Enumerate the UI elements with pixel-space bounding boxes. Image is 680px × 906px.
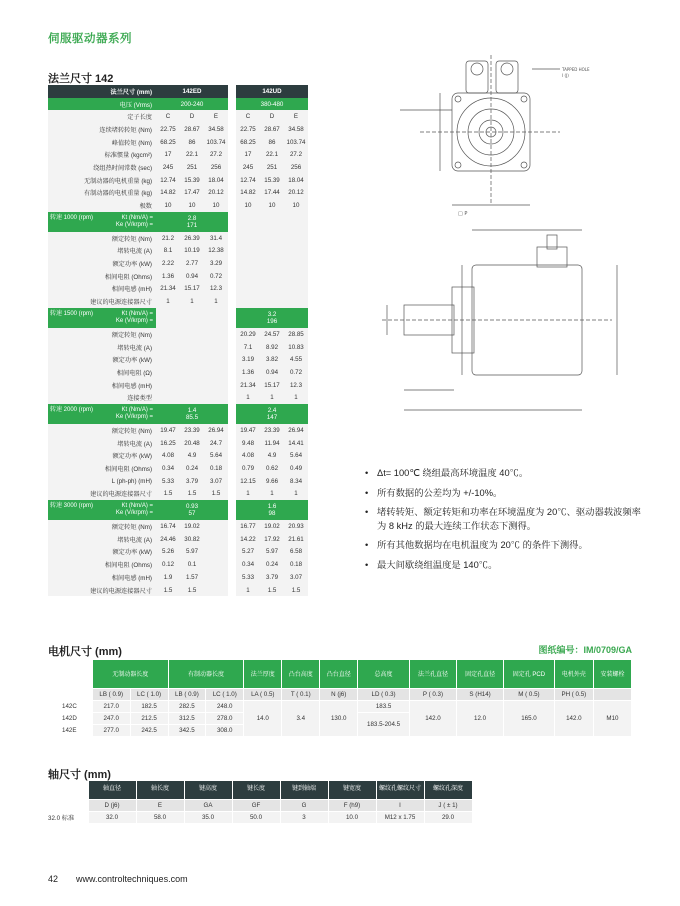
tapped-hole-label: TAPPED HOLE xyxy=(562,67,590,72)
motor-dimension-table: 无制动器长度 有制动器长度 法兰厚度 凸台高度 凸台直径 总高度 法兰孔直径 固定孔直径 固定孔 PCD 电机外壳 安装螺栓 LB ( 0.9) LC ( 1.0) LB ( 0.9) LC ( 1.0) LA ( 0.5) T ( 0.1) N (j6) LD ( 0.3) P ( 0.3) S (H14) M ( 0.5) PH ( 0.5) 142C 217.0 182.5 282.5 248.0 14.0 3.4 130.0 183.5 142.0 12.0 165.0 142.0 M10 142D 247.0 212.5 312.5 278.0 183.5-204.5 142E 277.0 242.5 342.5 308.0 xyxy=(48,660,632,737)
speed-label: 转速 2000 (rpm) Kt (Nm/A) = Ke (V/krpm) = xyxy=(48,404,156,424)
speed-label: 转速 1000 (rpm) Kt (Nm/A) = Ke (V/krpm) = xyxy=(48,212,156,232)
spec-row: 极数 10 10 10 10 10 10 xyxy=(48,199,308,212)
spec-row: 额定功率 (kW) 4.08 4.9 5.64 4.08 4.9 5.64 xyxy=(48,450,308,463)
speed-label: 转速 3000 (rpm) Kt (Nm/A) = Ke (V/krpm) = xyxy=(48,500,156,520)
footer xyxy=(48,874,206,884)
tapped-hole-label-2: I (J) xyxy=(562,73,569,78)
spec-row: 无制动器的电机重量 (kg) 12.74 15.39 18.04 12.74 15.39 18.04 xyxy=(48,174,308,187)
spec-row: 相间电阻 (Ω) 1.36 0.94 0.72 xyxy=(48,366,308,379)
spec-row: 额定转矩 (Nm) 16.74 19.02 16.77 19.02 20.93 xyxy=(48,520,308,533)
note-item: • 堵转转矩、额定转矩和功率在环境温度为 20℃、驱动器载波频率为 8 kHz 的最大连续工作状态下测得。 xyxy=(365,506,645,533)
shaft-dim-title: 轴尺寸 (mm) xyxy=(48,769,111,781)
spec-row: 转速 3000 (rpm) Kt (Nm/A) = Ke (V/krpm) = 0.93 57 1.6 98 xyxy=(48,500,308,520)
spec-row: 堵转电流 (A) 7.1 8.92 10.83 xyxy=(48,341,308,354)
spec-row: 绕组热时间常数 (sec) 245 251 256 245 251 256 xyxy=(48,161,308,174)
table-row: 142C 217.0 182.5 282.5 248.0 14.0 3.4 130.0 183.5 142.0 12.0 165.0 142.0 M10 xyxy=(48,700,632,712)
spec-row: 堵转电流 (A) 16.25 20.48 24.7 9.48 11.94 14.41 xyxy=(48,437,308,450)
motor-dim-title: 电机尺寸 (mm) xyxy=(48,646,122,658)
table-row: 142E 277.0 242.5 342.5 308.0 xyxy=(48,724,632,736)
spec-row: 建议的电源连接器尺寸 1.5 1.5 1.5 1 1 1 xyxy=(48,488,308,501)
spec-row: 标准惯量 (kgcm²) 17 22.1 27.2 17 22.1 27.2 xyxy=(48,148,308,161)
notes-list xyxy=(365,467,645,578)
flange-title: 法兰尺寸 142 xyxy=(48,73,114,85)
spec-row: 额定转矩 (Nm) 20.29 24.57 28.85 xyxy=(48,328,308,341)
spec-row: 相间电感 (mH) 21.34 15.17 12.3 xyxy=(48,379,308,392)
spec-row: 有制动器的电机重量 (kg) 14.82 17.47 20.12 14.82 17.44 20.12 xyxy=(48,187,308,200)
spec-row: 相间电感 (mH) 1.9 1.57 5.33 3.79 3.07 xyxy=(48,571,308,584)
spec-row: 建议的电源连接器尺寸 1.5 1.5 1 1.5 1.5 xyxy=(48,584,308,597)
drawing-number: 图纸编号：IM/0709/GA xyxy=(538,645,632,655)
table-row: 142D 247.0 212.5 312.5 278.0 183.5-204.5 xyxy=(48,712,632,724)
spec-row: 转速 2000 (rpm) Kt (Nm/A) = Ke (V/krpm) = 1.4 85.5 2.4 147 xyxy=(48,404,308,424)
spec-row: 额定功率 (kW) 5.26 5.97 5.27 5.97 6.58 xyxy=(48,546,308,559)
shaft-dimension-table: 轴直径 轴长度 键高度 键长度 键到轴端 键宽度 螺纹孔螺纹尺寸 螺纹孔深度 D (j6) E GA GF G F (h9) I J ( ± 1) 32.0 标准 32.0 58.0 35.0 50.0 3 10.0 M12 x 1.75 29.0 xyxy=(48,781,473,824)
spec-row: 相间电阻 (Ohms) 1.36 0.94 0.72 xyxy=(48,270,308,283)
spec-row: 峰值转矩 (Nm) 68.25 86 103.74 68.25 86 103.74 xyxy=(48,136,308,149)
spec-table xyxy=(48,85,308,596)
spec-row: 转速 1000 (rpm) Kt (Nm/A) = Ke (V/krpm) = 2.8 171 xyxy=(48,212,308,232)
spec-row: 相间电阻 (Ohms) 0.12 0.1 0.34 0.24 0.18 xyxy=(48,558,308,571)
note-item: • 所有数据的公差均为 +/-10%。 xyxy=(365,487,645,501)
spec-row: 连接类型 1 1 1 xyxy=(48,391,308,404)
spec-row: 额定转矩 (Nm) 21.2 26.39 31.4 xyxy=(48,232,308,245)
spec-row: 相间电阻 (Ohms) 0.34 0.24 0.18 0.79 0.62 0.49 xyxy=(48,462,308,475)
svg-text:□ P: □ P xyxy=(458,211,468,217)
spec-row: L (ph-ph) (mH) 5.33 3.79 3.07 12.15 9.66 8.34 xyxy=(48,475,308,488)
series-title: 伺服驱动器系列 xyxy=(48,33,132,45)
spec-row: 法兰尺寸 (mm) 142ED 142UD xyxy=(48,85,308,98)
note-item: • 最大间歇绕组温度是 140℃。 xyxy=(365,559,645,573)
spec-row: 连续堵转转矩 (Nm) 22.75 28.67 34.58 22.75 28.67 34.58 xyxy=(48,123,308,136)
side-view-drawing xyxy=(352,225,642,425)
spec-row: 电压 (Vrms) 200-240 380-480 xyxy=(48,98,308,111)
note-item: • 所有其他数据均在电机温度为 20℃ 的条件下测得。 xyxy=(365,539,645,553)
spec-row: 堵转电流 (A) 8.1 10.19 12.38 xyxy=(48,245,308,258)
spec-row: 相间电感 (mH) 21.34 15.17 12.3 xyxy=(48,283,308,296)
spec-row: 额定转矩 (Nm) 19.47 23.39 26.94 19.47 23.39 26.94 xyxy=(48,424,308,437)
front-view-drawing xyxy=(370,55,610,225)
footer-url: www.controltechniques.com xyxy=(76,874,188,884)
spec-row: 堵转电流 (A) 24.46 30.82 14.22 17.92 21.61 xyxy=(48,533,308,546)
speed-label: 转速 1500 (rpm) Kt (Nm/A) = Ke (V/krpm) = xyxy=(48,308,156,328)
spec-row: 转速 1500 (rpm) Kt (Nm/A) = Ke (V/krpm) = 3.2 196 xyxy=(48,308,308,328)
page-number: 42 xyxy=(48,874,59,884)
spec-row: 建议的电源连接器尺寸 1 1 1 xyxy=(48,295,308,308)
spec-row: 额定功率 (kW) 2.22 2.77 3.29 xyxy=(48,257,308,270)
spec-row: 额定功率 (kW) 3.19 3.82 4.55 xyxy=(48,353,308,366)
note-item: • Δt= 100℃ 绕组最高环境温度 40℃。 xyxy=(365,467,645,481)
spec-row: 定子长度 C D E C D E xyxy=(48,110,308,123)
